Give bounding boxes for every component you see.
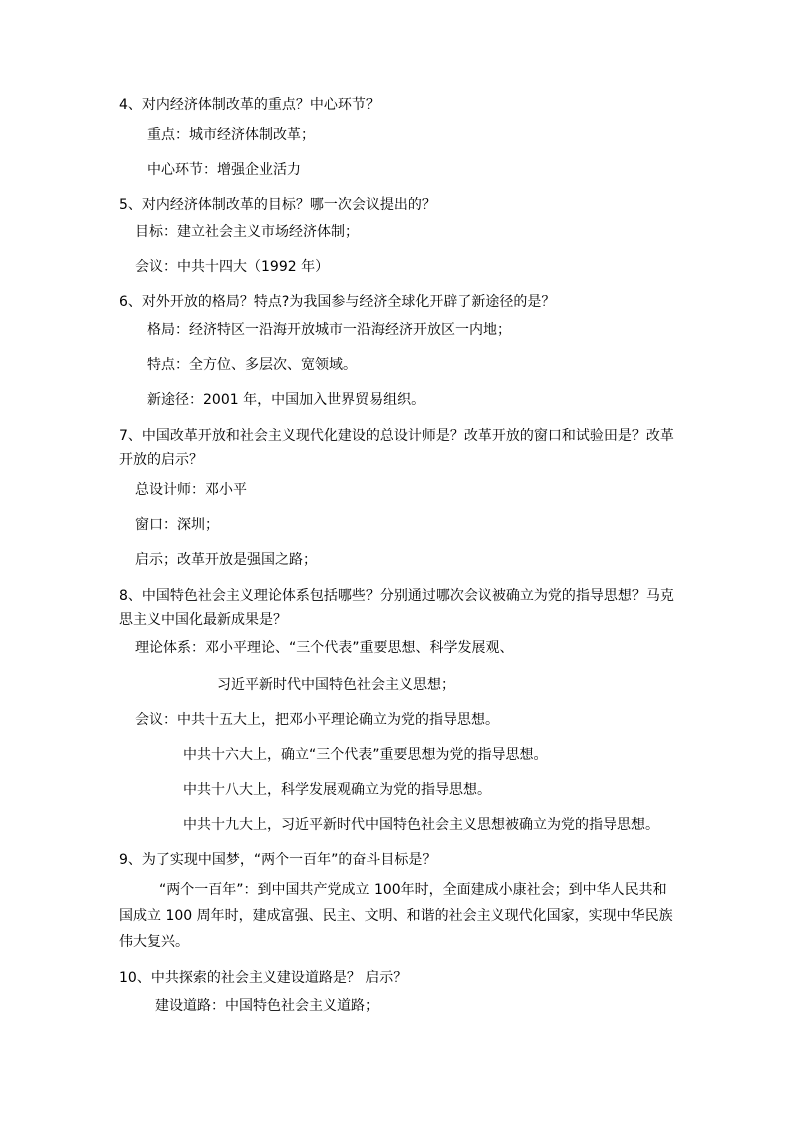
answer-8-meeting-15: 会议：中共十五大上，把邓小平理论确立为党的指导思想。 (135, 712, 499, 728)
answer-9-paragraph: “两个一百年”：到中国共产党成立 100年时，全面建成小康社会；到中华人民共和国成立 100 周年时，建成富强、民主、文明、和谐的社会主义现代化国家，实现中华民族伟大复兴。 (119, 882, 673, 950)
answer-5-goal: 目标：建立社会主义市场经济体制； (135, 224, 359, 240)
answer-6-features: 特点：全方位、多层次、宽领域。 (147, 357, 357, 373)
question-7: 7、中国改革开放和社会主义现代化建设的总设计师是？改革开放的窗口和试验田是？改革开放的启示？ (119, 428, 674, 468)
answer-4-focus: 重点：城市经济体制改革； (147, 127, 315, 143)
answer-7-lesson: 启示；改革开放是强国之路； (135, 552, 317, 568)
question-10: 10、中共探索的社会主义建设道路是？ 启示？ (119, 970, 408, 986)
answer-8-meeting-16: 中共十六大上，确立“三个代表”重要思想为党的指导思想。 (183, 747, 548, 763)
answer-8-meeting-19: 中共十九大上，习近平新时代中国特色社会主义思想被确立为党的指导思想。 (183, 817, 659, 833)
question-5: 5、对内经济体制改革的目标？哪一次会议提出的？ (119, 197, 436, 213)
question-8: 8、中国特色社会主义理论体系包括哪些？分别通过哪次会议被确立为党的指导思想？马克思主义中国化最新成果是？ (119, 588, 674, 628)
answer-7-designer: 总设计师：邓小平 (135, 482, 247, 498)
question-4: 4、对内经济体制改革的重点？中心环节？ (119, 97, 380, 113)
question-6: 6、对外开放的格局？特点?为我国参与经济全球化开辟了新途径的是？ (119, 294, 556, 310)
answer-6-pattern: 格局：经济特区一沿海开放城市一沿海经济开放区一内地； (147, 322, 511, 338)
answer-10-path: 建设道路：中国特色社会主义道路； (155, 998, 379, 1014)
answer-8-system: 理论体系：邓小平理论、“三个代表”重要思想、科学发展观、 (135, 640, 514, 656)
answer-7-window: 窗口：深圳； (135, 517, 219, 533)
answer-8-system-cont: 习近平新时代中国特色社会主义思想； (217, 677, 455, 693)
question-9: 9、为了实现中国梦，“两个一百年”的奋斗目标是？ (119, 852, 437, 868)
answer-4-center: 中心环节：增强企业活力 (147, 162, 301, 178)
answer-6-new-path: 新途径：2001 年，中国加入世界贸易组织。 (147, 392, 426, 408)
answer-5-meeting: 会议：中共十四大（1992 年） (135, 259, 330, 275)
answer-8-meeting-18: 中共十八大上，科学发展观确立为党的指导思想。 (183, 782, 491, 798)
